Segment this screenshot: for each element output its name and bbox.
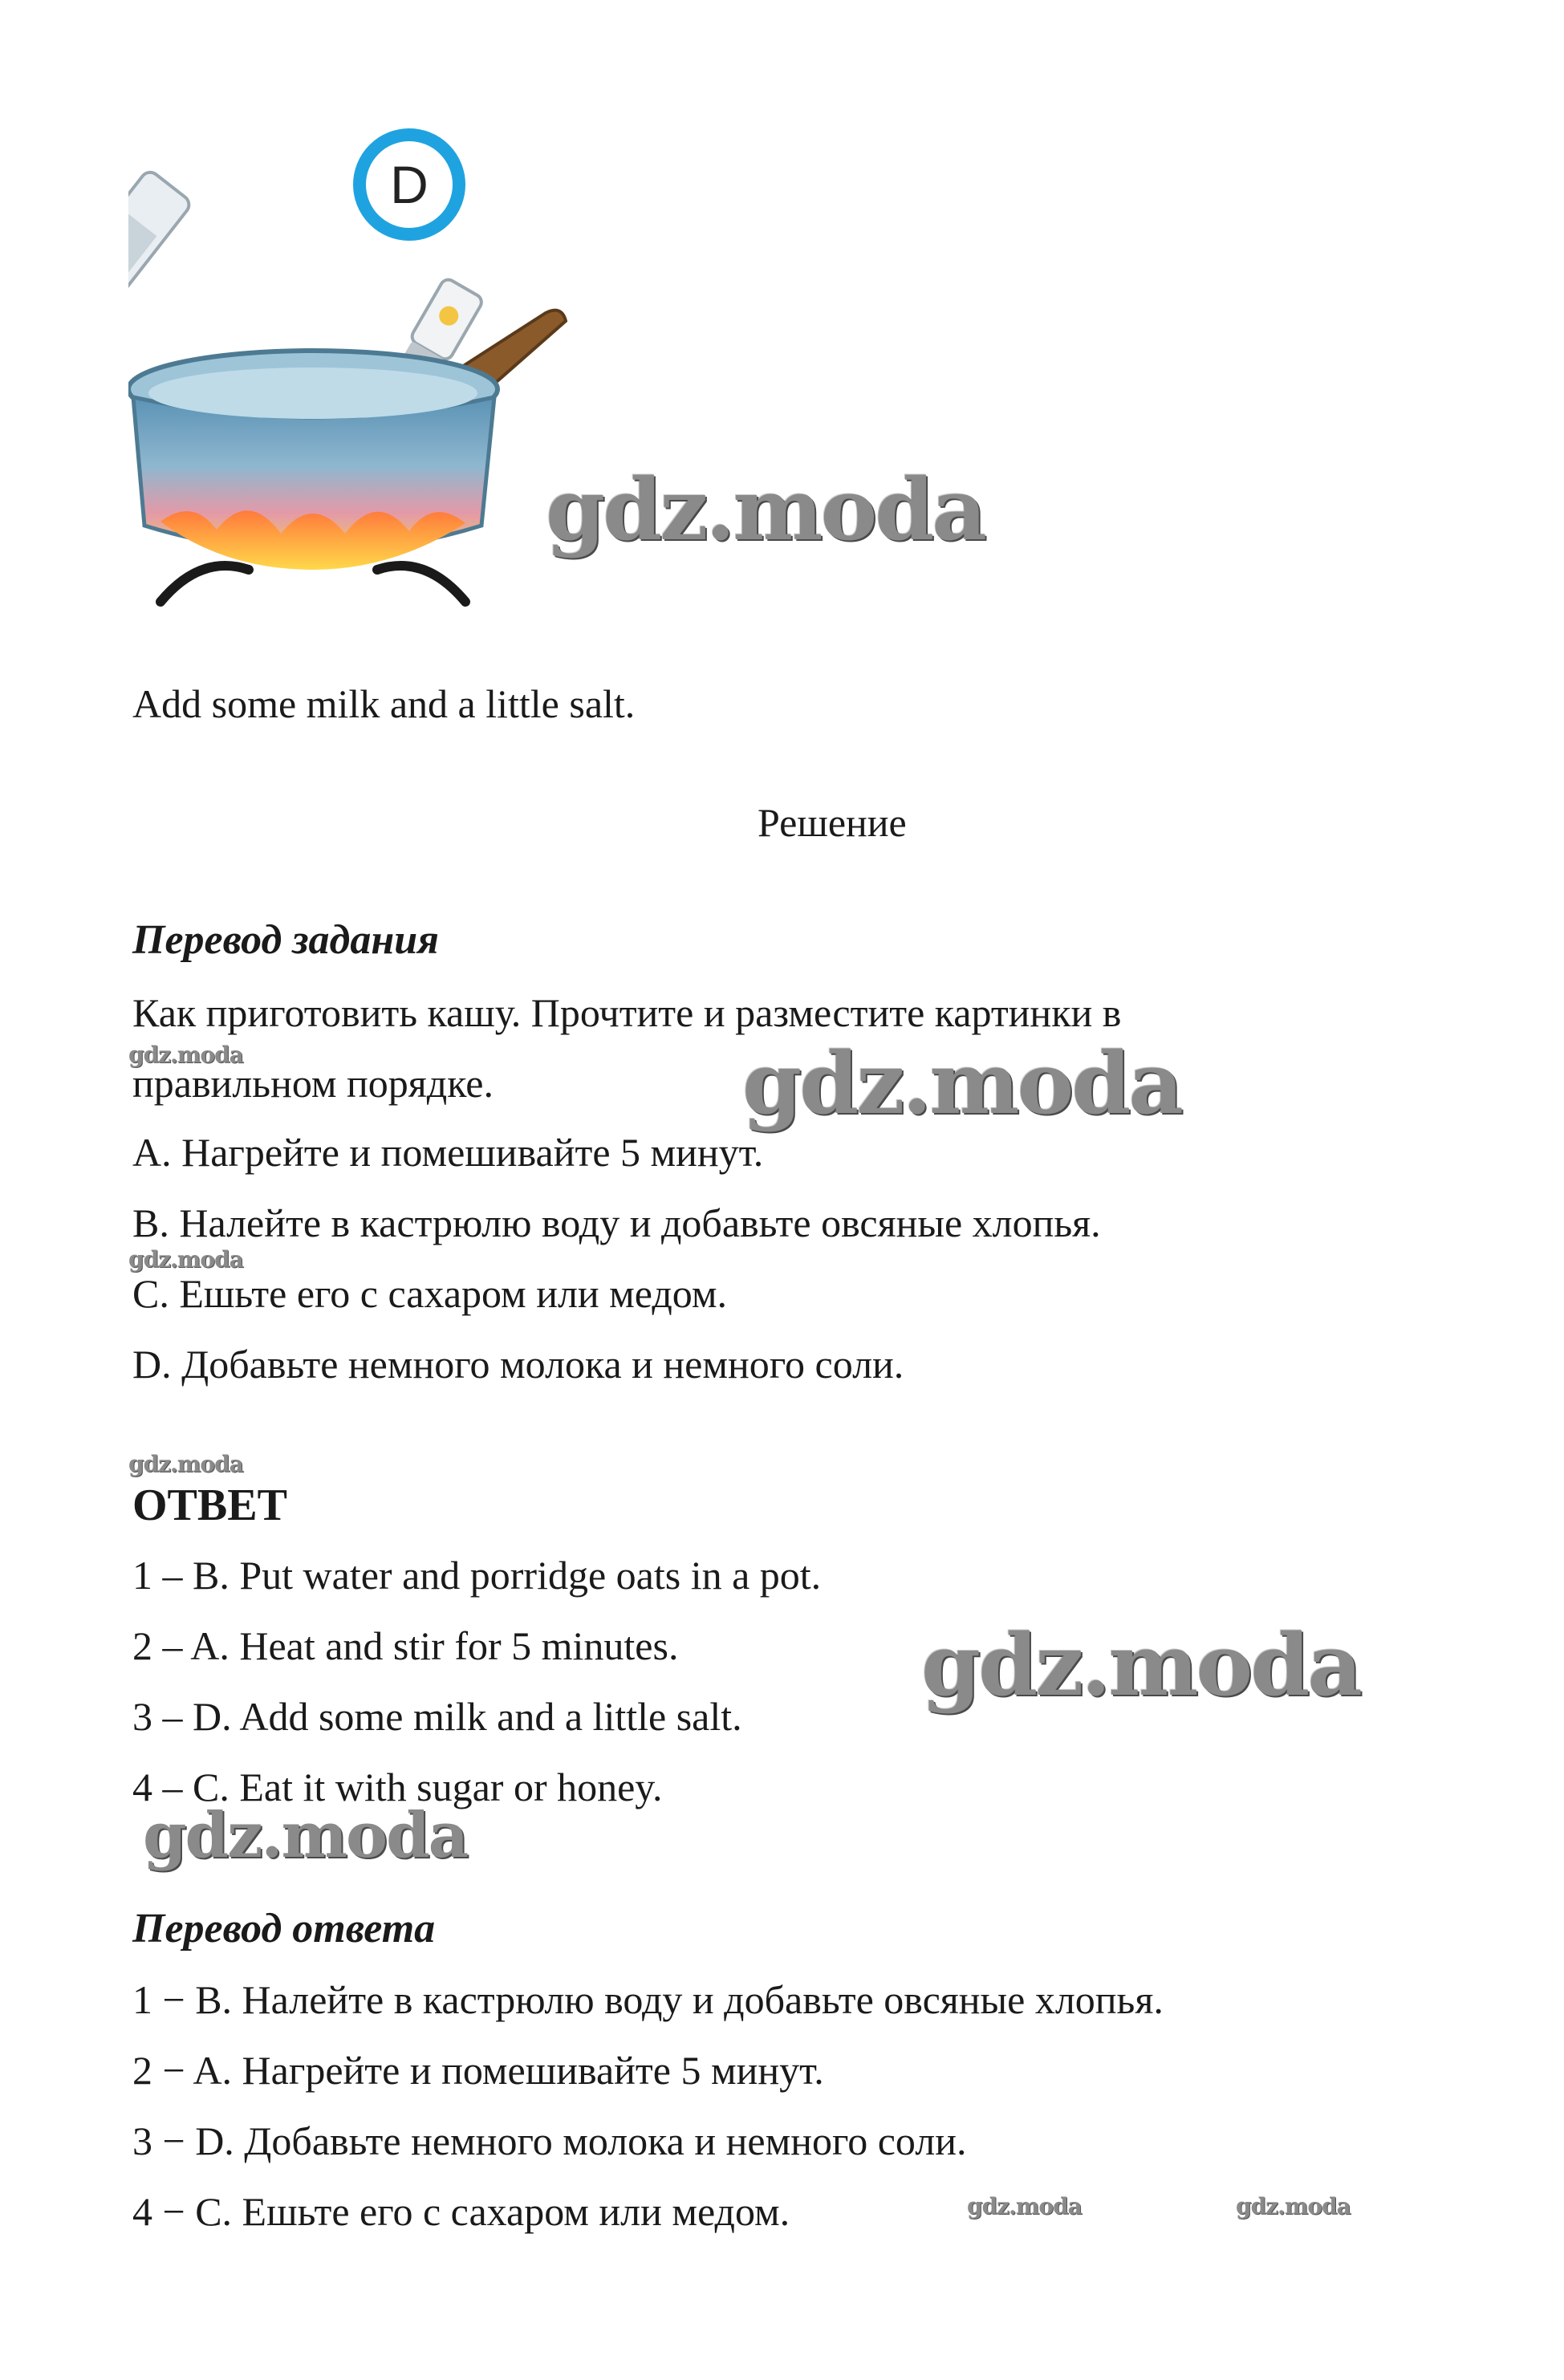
badge-letter: D [390, 155, 429, 214]
cooking-pot-illustration [128, 120, 578, 642]
burner-stand [160, 566, 465, 602]
step-badge [360, 135, 459, 234]
answer-translation-heading: Перевод ответа [132, 1906, 436, 1952]
task-intro-line: Как приготовить кашу. Прочтите и разместите картинки в [132, 990, 1122, 1035]
task-item: A. Нагрейте и помешивайте 5 минут. [132, 1130, 764, 1175]
watermark: gdz.moda [128, 1451, 243, 1477]
watermark: gdz.moda [1236, 2193, 1351, 2220]
task-item: C. Ешьте его с сахаром или медом. [132, 1271, 727, 1316]
answer-item: 1 – B. Put water and porridge oats in a pot. [132, 1553, 822, 1598]
watermark: gdz.moda [921, 1614, 1360, 1715]
answer-heading: ОТВЕТ [132, 1480, 287, 1530]
task-intro-line: правильном порядке. [132, 1061, 494, 1106]
solution-label: Решение [758, 800, 907, 845]
task-translation-heading: Перевод задания [132, 917, 439, 963]
watermark: gdz.moda [128, 1042, 243, 1068]
task-item: B. Налейте в кастрюлю воду и добавьте овсяные хлопья. [132, 1200, 1101, 1245]
answer-item: 3 – D. Add some milk and a little salt. [132, 1694, 742, 1739]
milk-bottle-icon [128, 169, 193, 361]
answer-translation-item: 1 − B. Налейте в кастрюлю воду и добавьте овсяные хлопья. [132, 1977, 1164, 2022]
watermark: gdz.moda [967, 2193, 1082, 2220]
answer-translation-item: 2 − A. Нагрейте и помешивайте 5 минут. [132, 2048, 824, 2093]
watermark: gdz.moda [742, 1033, 1181, 1133]
watermark: gdz.moda [128, 1246, 243, 1273]
task-item: D. Добавьте немного молока и немного соли. [132, 1342, 904, 1387]
watermark: gdz.moda [143, 1799, 468, 1872]
answer-item: 2 – A. Heat and stir for 5 minutes. [132, 1623, 679, 1668]
answer-translation-item: 4 − C. Ешьте его с сахаром или медом. [132, 2189, 790, 2234]
watermark: gdz.moda [546, 459, 985, 559]
step-text: Add some milk and a little salt. [132, 681, 636, 726]
answer-translation-item: 3 − D. Добавьте немного молока и немного соли. [132, 2118, 967, 2163]
answer-item: 4 – C. Eat it with sugar or honey. [132, 1765, 663, 1809]
